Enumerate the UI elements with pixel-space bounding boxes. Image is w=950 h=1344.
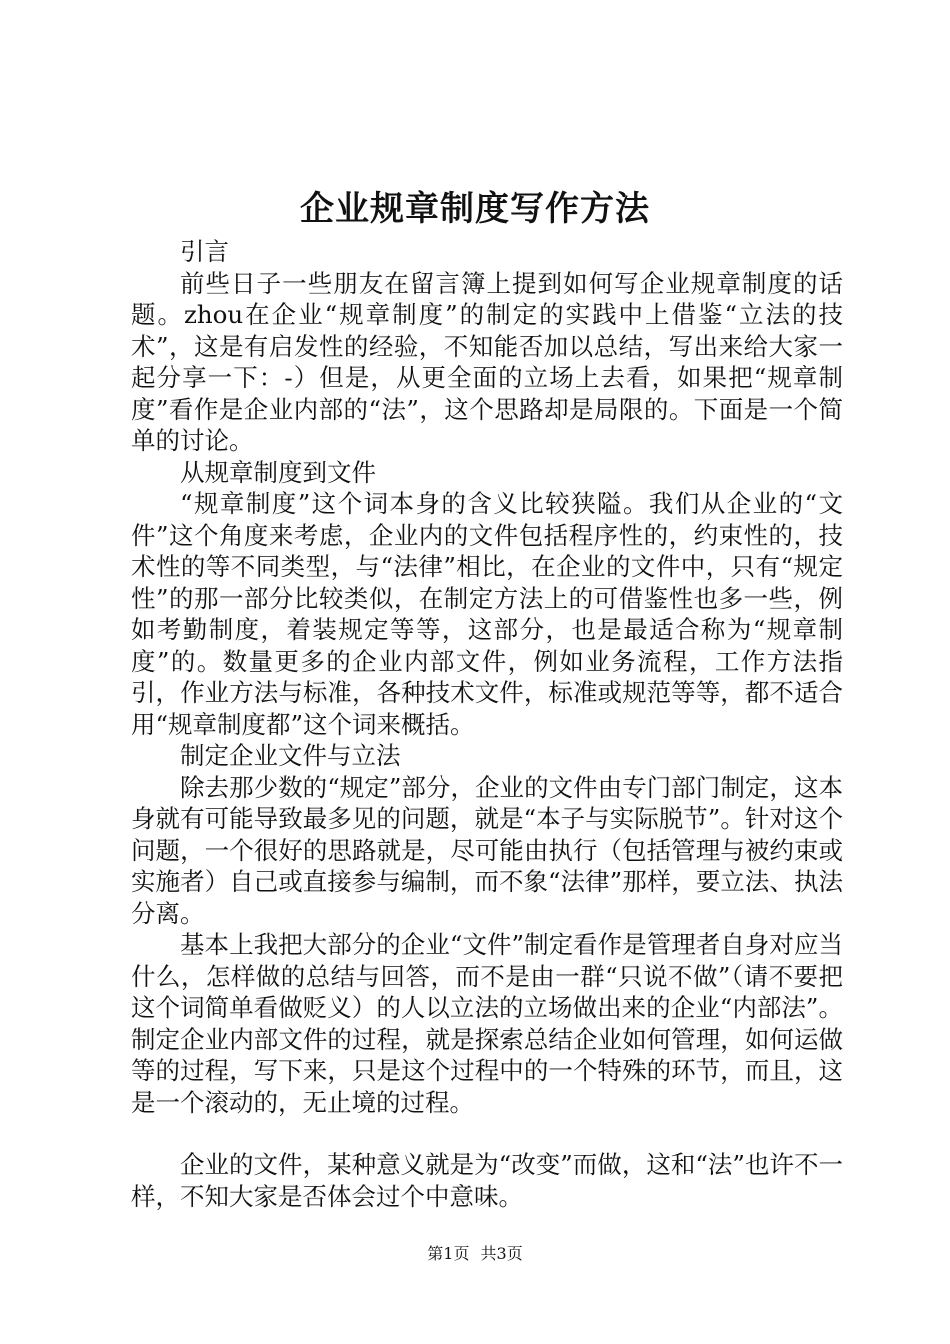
section-heading-documents-and-legislation: 制定企业文件与立法	[180, 741, 401, 770]
page-number: 第1页	[427, 1244, 470, 1263]
document-body	[131, 236, 843, 1212]
paragraph-conclusion: 企业的文件，某种意义就是为“改变”而做，这和“法”也许不一样，不知大家是否体会过个中意味。	[131, 1150, 843, 1211]
paragraph-intro: 前些日子一些朋友在留言簿上提到如何写企业规章制度的话题。zhou在企业“规章制度”的制定的实践中上借鉴“立法的技术”，这是有启发性的经验，不知能否加以总结，写出来给大家一起分享一下：-）但是，从更全面的立场上去看，如果把“规章制度”看作是企业内部的“法”，这个思路却是局限的。下面是一个简单的讨论。	[131, 268, 843, 455]
document-title: 企业规章制度写作方法	[300, 189, 650, 229]
paragraph-rules-to-documents: “规章制度”这个词本身的含义比较狭隘。我们从企业的“文件”这个角度来考虑，企业内的文件包括程序性的，约束性的，技术性的等不同类型，与“法律”相比，在企业的文件中，只有“规定性”的那一部分比较类似，在制定方法上的可借鉴性也多一些，例如考勤制度，着装规定等等，这部分，也是最适合称为“规章制度”的。数量更多的企业内部文件，例如业务流程，工作方法指引，作业方法与标准，各种技术文件，标准或规范等等，都不适合用“规章制度都”这个词来概括。	[131, 489, 843, 739]
page-total: 共3页	[480, 1244, 523, 1263]
paragraph-documents-and-legislation: 除去那少数的“规定”部分，企业的文件由专门部门制定，这本身就有可能导致最多见的问题，就是“本子与实际脱节”。针对这个问题，一个很好的思路就是，尽可能由执行（包括管理与被约束或实施者）自己或直接参与编制，而不象“法律”那样，要立法、执法分离。	[131, 772, 843, 928]
section-heading-rules-to-documents: 从规章制度到文件	[180, 457, 376, 487]
paragraph-management-summary: 基本上我把大部分的企业“文件”制定看作是管理者自身对应当什么，怎样做的总结与回答，而不是由一群“只说不做”（请不要把这个词简单看做贬义）的人以立法的立场做出来的企业“内部法”。制定企业内部文件的过程，就是探索总结企业如何管理，如何运做等的过程，写下来，只是这个过程中的一个特殊的环节，而且，这是一个滚动的，无止境的过程。	[131, 930, 843, 1117]
section-heading-intro: 引言	[180, 237, 229, 266]
page-footer	[0, 1243, 950, 1265]
